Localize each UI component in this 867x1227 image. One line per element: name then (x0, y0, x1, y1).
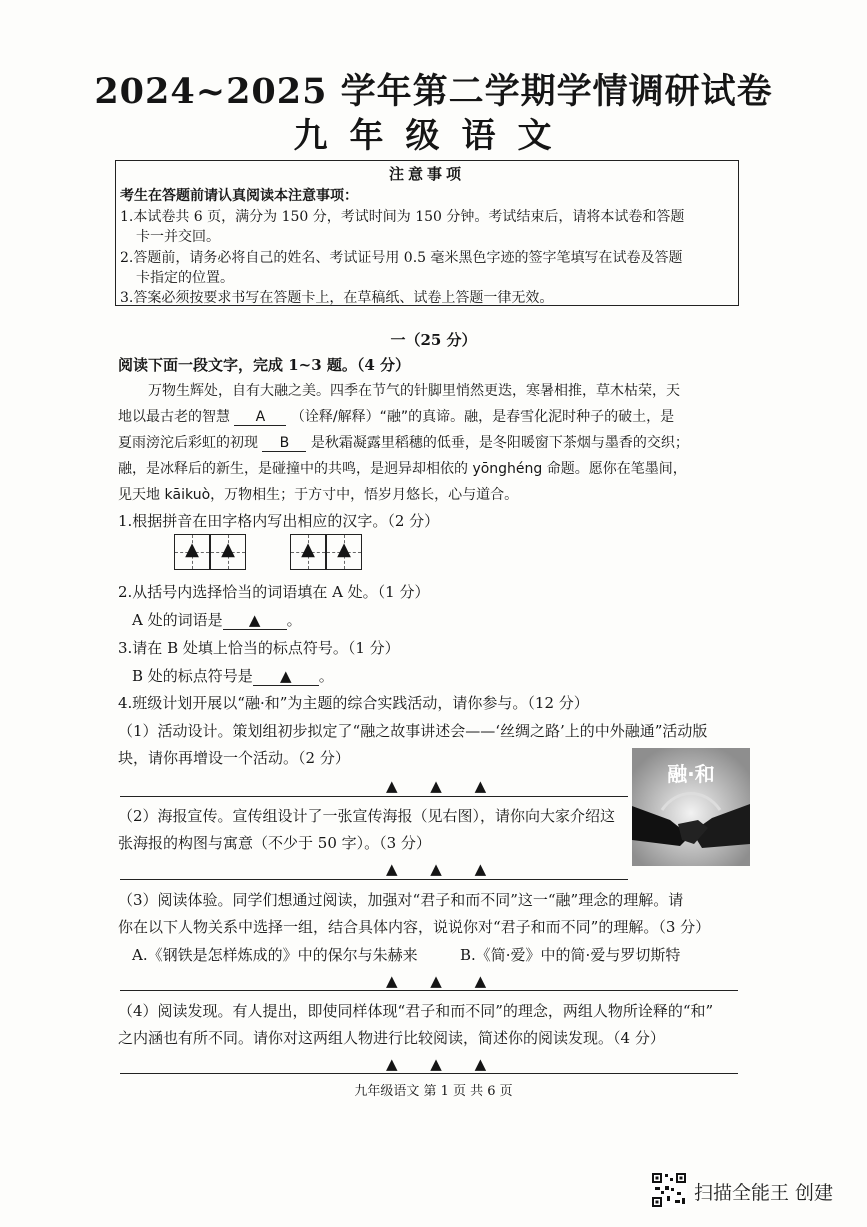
answer-mark: ▲ (301, 539, 315, 560)
character-grid-box[interactable] (290, 534, 326, 570)
section-heading: 一（25 分） (390, 331, 477, 349)
answer-marks: ▲ ▲ ▲ (386, 1055, 501, 1073)
section-instruction: 阅读下面一段文字，完成 1~3 题。（4 分） (118, 356, 411, 374)
answer-mark[interactable]: ▲ (253, 667, 319, 686)
question-4-4: 之内涵也有所不同。请你对这两组人物进行比较阅读，简述你的阅读发现。（4 分） (118, 1029, 665, 1047)
answer-line[interactable] (120, 796, 628, 797)
question-1: 1.根据拼音在田字格内写出相应的汉字。（2 分） (118, 512, 440, 530)
subject-title: 九年级语文 (293, 116, 574, 156)
answer-line[interactable] (120, 1073, 738, 1074)
answer-marks: ▲ ▲ ▲ (386, 860, 501, 878)
question-2-answer: A 处的词语是 ▲ 。 (132, 611, 302, 629)
question-3-answer: B 处的标点符号是 ▲ 。 (132, 667, 334, 685)
passage-line: 万物生辉处，自有大融之美。四季在节气的针脚里悄然更迭，寒暑相推，草木枯荣，天 (148, 383, 680, 399)
blank-b: B (262, 435, 306, 452)
answer-marks: ▲ ▲ ▲ (386, 972, 501, 990)
passage-line (118, 432, 689, 452)
notice-item: 1.本试卷共 6 页，满分为 150 分，考试时间为 150 分钟。考试结束后，请将本试卷和答题 (120, 209, 685, 225)
question-4-1: 块，请你再增设一个活动。（2 分） (118, 749, 350, 767)
passage-text: 地以最古老的智慧 (118, 409, 230, 425)
character-grid-box[interactable] (326, 534, 362, 570)
question-4-2: 张海报的构图与寓意（不少于 50 字）。（3 分） (118, 834, 431, 852)
question-4-4: （4）阅读发现。有人提出，即使同样体现“君子和而不同”的理念，两组人物所诠释的“和” (118, 1002, 714, 1020)
passage-text: （诠释/解释）“融”的真谛。融，是春雪化泥时种子的破土，是 (290, 409, 675, 425)
passage-line: 融，是冰释后的新生，是碰撞中的共鸣，是迥异却相依的 yōnghéng 命题。愿你在笔墨间， (118, 461, 687, 477)
answer-mark: ▲ (221, 539, 235, 560)
poster-title: 融·和 (667, 762, 715, 786)
page-footer: 九年级语文 第 1 页 共 6 页 (354, 1084, 513, 1099)
question-4-3: （3）阅读体验。同学们想通过阅读，加强对“君子和而不同”这一“融”理念的理解。请 (118, 891, 684, 909)
notice-item: 2.答题前，请务必将自己的姓名、考试证号用 0.5 毫米黑色字迹的签字笔填写在试卷及答题 (120, 250, 683, 266)
notice-item: 卡一并交回。 (136, 229, 220, 245)
notice-box (115, 160, 739, 306)
question-4-2: （2）海报宣传。宣传组设计了一张宣传海报（见右图），请你向大家介绍这 (118, 807, 616, 825)
passage-text: 夏雨滂沱后彩虹的初现 (118, 435, 258, 451)
qr-code-icon (651, 1172, 687, 1208)
question-2: 2.从括号内选择恰当的词语填在 A 处。（1 分） (118, 583, 430, 601)
poster-image (632, 748, 750, 866)
notice-heading: 注意事项 (388, 165, 465, 183)
option-a: A.《钢铁是怎样炼成的》中的保尔与朱赫来 (132, 946, 418, 964)
answer-mark[interactable]: ▲ (223, 611, 287, 630)
passage-line: 见天地 kāikuò，万物相生；于方寸中，悟岁月悠长，心与道合。 (118, 487, 519, 503)
option-b: B.《简·爱》中的简·爱与罗切斯特 (460, 946, 681, 964)
question-4-1: （1）活动设计。策划组初步拟定了“融之故事讲述会——‘丝绸之路’上的中外融通”活动版 (118, 722, 708, 740)
scanner-watermark: 扫描全能王 创建 (694, 1182, 834, 1204)
passage-line (118, 406, 674, 426)
notice-intro: 考生在答题前请认真阅读本注意事项： (120, 188, 358, 204)
character-grid-box[interactable] (210, 534, 246, 570)
blank-a: A (234, 409, 286, 426)
answer-prefix: B 处的标点符号是 (132, 667, 253, 685)
question-4: 4.班级计划开展以“融·和”为主题的综合实践活动，请你参与。（12 分） (118, 694, 589, 712)
character-grid-box[interactable] (174, 534, 210, 570)
answer-prefix: A 处的词语是 (132, 611, 223, 629)
answer-line[interactable] (120, 879, 628, 880)
notice-item: 卡指定的位置。 (136, 270, 234, 286)
question-4-3: 你在以下人物关系中选择一组，结合具体内容，说说你对“君子和而不同”的理解。（3 分） (118, 918, 711, 936)
answer-line[interactable] (120, 990, 738, 991)
notice-item: 3.答案必须按要求书写在答题卡上，在草稿纸、试卷上答题一律无效。 (120, 290, 554, 306)
answer-mark: ▲ (185, 539, 199, 560)
question-3: 3.请在 B 处填上恰当的标点符号。（1 分） (118, 639, 400, 657)
answer-marks: ▲ ▲ ▲ (386, 777, 501, 795)
passage-text: 是秋霜凝露里稻穗的低垂，是冬阳暖窗下茶烟与墨香的交织； (310, 435, 689, 451)
exam-title: 2024~2025 学年第二学期学情调研试卷 (94, 71, 773, 112)
answer-mark: ▲ (337, 539, 351, 560)
